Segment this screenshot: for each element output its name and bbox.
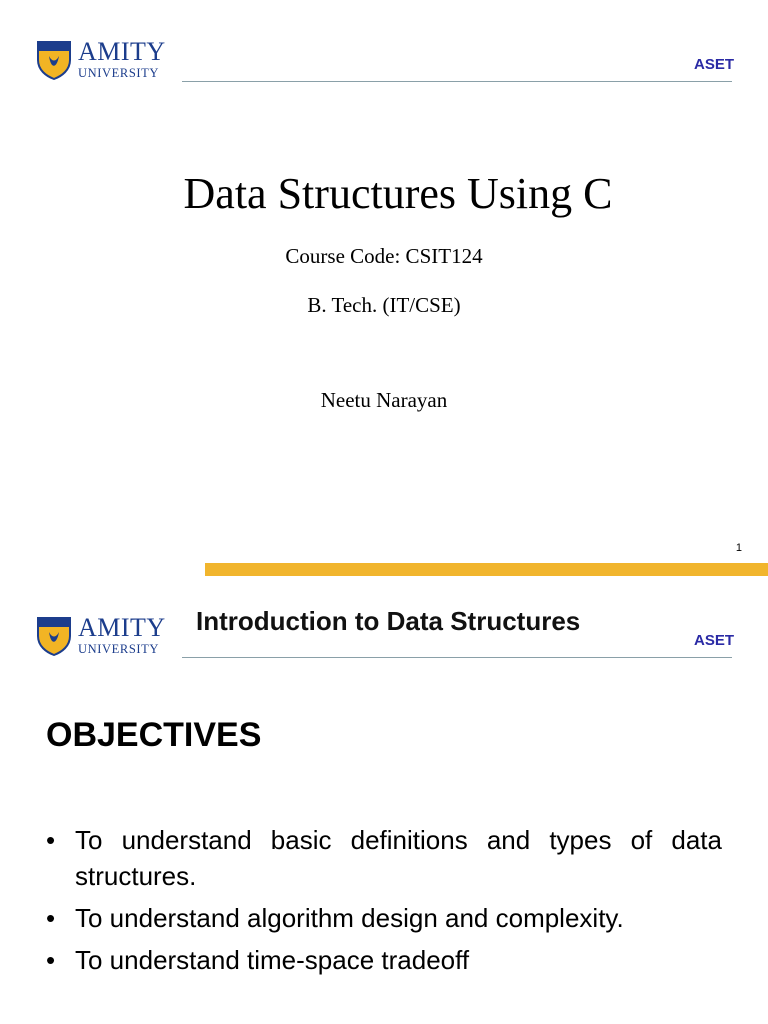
logo-brand: AMITY (78, 37, 166, 66)
header-rule (182, 657, 732, 658)
bullet-icon: • (46, 945, 56, 975)
slide-title: Data Structures Using C (183, 169, 613, 218)
list-item (46, 900, 722, 936)
course-code: Course Code: CSIT124 (285, 244, 483, 268)
institute-label: ASET (693, 632, 734, 649)
bullet-text: To understand basic definitions and types of data structures. (75, 825, 722, 891)
objectives-list (46, 822, 722, 984)
logo-subtitle: UNIVERSITY (78, 642, 159, 656)
list-item (46, 822, 722, 894)
footer-accent-bar (205, 563, 768, 576)
institute-label: ASET (693, 56, 734, 73)
program-name: B. Tech. (IT/CSE) (307, 293, 461, 317)
amity-logo (36, 37, 176, 82)
amity-logo (36, 613, 176, 658)
bullet-icon: • (46, 903, 56, 933)
logo-subtitle: UNIVERSITY (78, 66, 159, 80)
header-rule (182, 81, 732, 82)
list-item (46, 942, 722, 978)
shield-icon (36, 616, 72, 656)
bullet-text: To understand time-space tradeoff (75, 945, 470, 975)
objectives-slide (0, 576, 768, 1024)
author-name: Neetu Narayan (320, 388, 448, 412)
shield-icon (36, 40, 72, 80)
bullet-icon: • (46, 825, 56, 855)
bullet-text: To understand algorithm design and complexity. (75, 903, 624, 933)
page-number: 1 (735, 542, 742, 554)
objectives-heading: OBJECTIVES (46, 716, 262, 754)
slide-title: Introduction to Data Structures (196, 606, 581, 636)
logo-brand: AMITY (78, 613, 166, 642)
